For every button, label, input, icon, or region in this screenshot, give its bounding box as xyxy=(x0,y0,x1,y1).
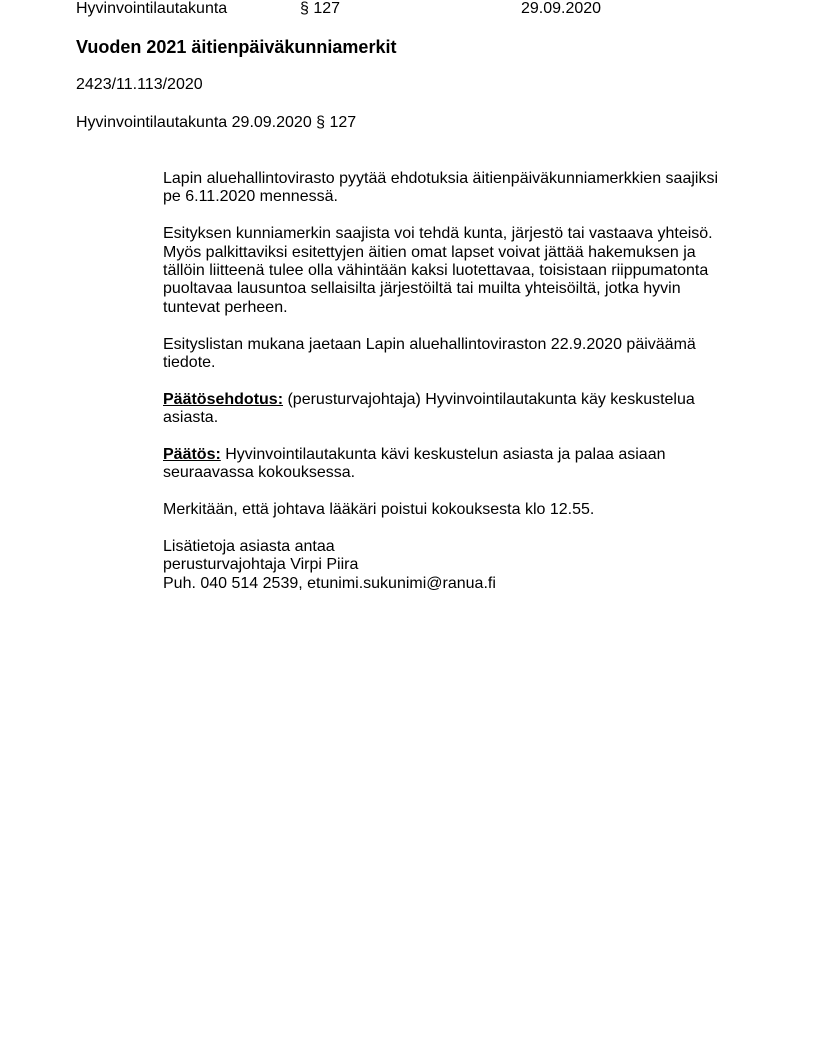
header-date: 29.09.2020 xyxy=(521,0,602,17)
paragraph-attachment: Esityslistan mukana jaetaan Lapin aluehallintoviraston 22.9.2020 päiväämä tiedote. xyxy=(163,335,696,372)
header-section: § 127 xyxy=(300,0,341,17)
paragraph-request: Lapin aluehallintovirasto pyytää ehdotuksia äitienpäiväkunniamerkkien saajiksi pe 6.11.2020 mennessä. xyxy=(163,170,718,206)
paragraph-note: Merkitään, että johtava lääkäri poistui kokouksesta klo 12.55. xyxy=(163,501,595,519)
contact-line-2: perusturvajohtaja Virpi Piira xyxy=(163,556,359,574)
meeting-reference: Hyvinvointilautakunta 29.09.2020 § 127 xyxy=(76,114,357,131)
document-title: Vuoden 2021 äitienpäiväkunniamerkit xyxy=(76,37,397,57)
header-board: Hyvinvointilautakunta xyxy=(76,0,228,17)
proposal-text: (perusturvajohtaja) Hyvinvointilautakunta käy keskustelua asiasta. xyxy=(163,390,695,427)
contact-info xyxy=(163,538,725,593)
decision-text: Hyvinvointilautakunta kävi keskustelun asiasta ja palaa asiaan seuraavassa kokouksessa. xyxy=(163,446,666,482)
contact-line-1: Lisätietoja asiasta antaa xyxy=(163,538,335,556)
contact-line-3: Puh. 040 514 2539, etunimi.sukunimi@ranua.fi xyxy=(163,574,496,592)
proposal-label: Päätösehdotus: xyxy=(163,390,284,408)
decision xyxy=(163,446,725,483)
proposal xyxy=(163,391,725,428)
document-body xyxy=(163,170,725,612)
paragraph-eligibility: Esityksen kunniamerkin saajista voi tehdä kunta, järjestö tai vastaava yhteisö. Myös palkittaviksi esitettyjen äitien omat lapset voivat jättää hakemuksen ja tällöin liitteenä tulee olla vähintään kaksi luotettavaa, toisistaan riippumatonta puoltavaa lausuntoa sellaisilta järjestöiltä tai muilta yhteisöiltä, jotka hyvin tuntevat perheen. xyxy=(163,225,713,316)
decision-label: Päätös: xyxy=(163,446,221,464)
reference-number: 2423/11.113/2020 xyxy=(76,76,203,93)
